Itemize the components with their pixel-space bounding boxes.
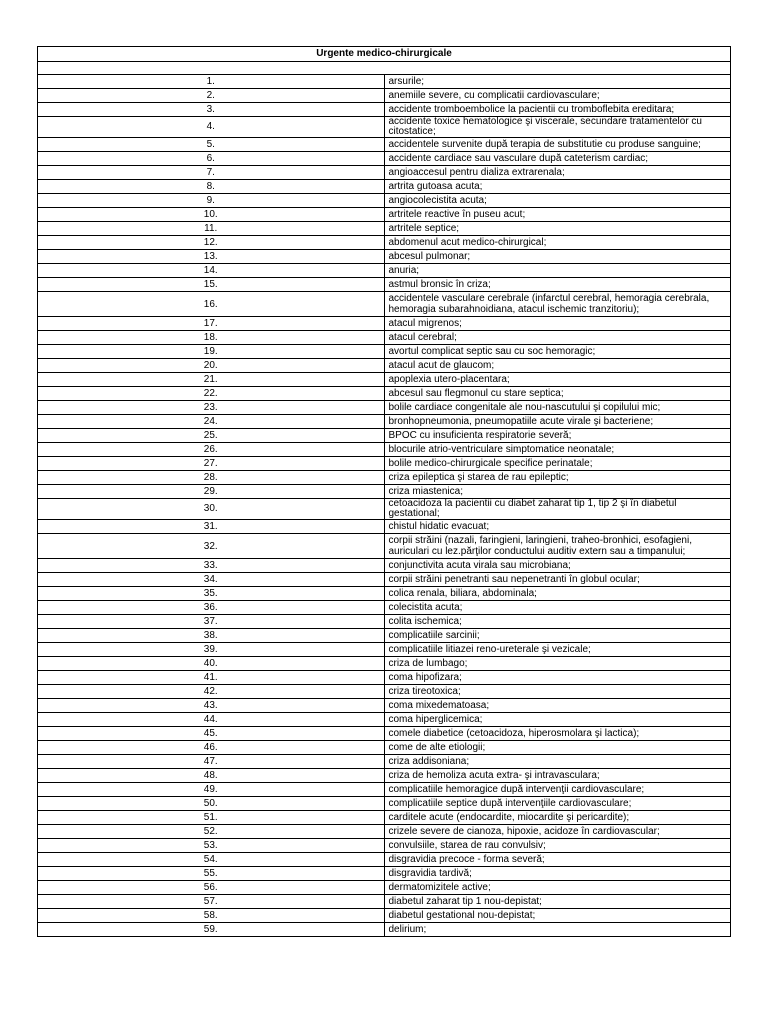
table-row (38, 194, 731, 208)
table-row (38, 485, 731, 499)
row-number: 7. (38, 166, 385, 180)
row-number: 8. (38, 180, 385, 194)
row-number: 3. (38, 103, 385, 117)
table-row (38, 839, 731, 853)
table-row (38, 373, 731, 387)
row-number: 58. (38, 909, 385, 923)
table-row (38, 457, 731, 471)
table-row (38, 657, 731, 671)
row-number: 55. (38, 867, 385, 881)
row-number: 50. (38, 797, 385, 811)
row-text: disgravidia precoce - forma severă; (384, 853, 731, 867)
table-row (38, 166, 731, 180)
row-number: 44. (38, 713, 385, 727)
row-text: artritele reactive în puseu acut; (384, 208, 731, 222)
row-text: abdomenul acut medico-chirurgical; (384, 236, 731, 250)
row-text: artrita gutoasa acuta; (384, 180, 731, 194)
row-number: 59. (38, 923, 385, 937)
row-text: cetoacidoza la pacientii cu diabet zaharat tip 1, tip 2 şi în diabetul gestational; (384, 499, 731, 520)
row-number: 14. (38, 264, 385, 278)
row-text: colita ischemica; (384, 615, 731, 629)
table-row (38, 152, 731, 166)
row-number: 15. (38, 278, 385, 292)
row-text: corpii străini penetranti sau nepenetranti în globul ocular; (384, 573, 731, 587)
row-text: artritele septice; (384, 222, 731, 236)
row-text: colecistita acuta; (384, 601, 731, 615)
table-row (38, 75, 731, 89)
row-number: 16. (38, 292, 385, 317)
row-number: 33. (38, 559, 385, 573)
row-text: accidente toxice hematologice şi viscerale, secundare tratamentelor cu citostatice; (384, 117, 731, 138)
row-text: diabetul zaharat tip 1 nou-depistat; (384, 895, 731, 909)
row-text: come de alte etiologii; (384, 741, 731, 755)
row-number: 39. (38, 643, 385, 657)
table-row (38, 909, 731, 923)
row-number: 9. (38, 194, 385, 208)
row-number: 38. (38, 629, 385, 643)
row-text: criza epileptica şi starea de rau epileptic; (384, 471, 731, 485)
table-row (38, 117, 731, 138)
row-number: 19. (38, 345, 385, 359)
row-text: carditele acute (endocardite, miocardite şi pericardite); (384, 811, 731, 825)
row-text: colica renala, biliara, abdominala; (384, 587, 731, 601)
row-number: 12. (38, 236, 385, 250)
row-number: 20. (38, 359, 385, 373)
row-text: arsurile; (384, 75, 731, 89)
table-row (38, 471, 731, 485)
table-row (38, 601, 731, 615)
row-text: comele diabetice (cetoacidoza, hiperosmolara şi lactica); (384, 727, 731, 741)
table-row (38, 923, 731, 937)
row-number: 6. (38, 152, 385, 166)
row-number: 56. (38, 881, 385, 895)
row-number: 29. (38, 485, 385, 499)
table-row (38, 769, 731, 783)
row-text: bolile cardiace congenitale ale nou-nascutului şi copilului mic; (384, 401, 731, 415)
row-text: accidente tromboembolice la pacientii cu tromboflebita ereditara; (384, 103, 731, 117)
row-text: criza de lumbago; (384, 657, 731, 671)
row-text: delirium; (384, 923, 731, 937)
row-text: accidentele survenite după terapia de substitutie cu produse sanguine; (384, 138, 731, 152)
table-row (38, 138, 731, 152)
table-row (38, 89, 731, 103)
table-row (38, 699, 731, 713)
row-text: atacul migrenos; (384, 317, 731, 331)
table-row (38, 443, 731, 457)
row-number: 17. (38, 317, 385, 331)
row-number: 36. (38, 601, 385, 615)
row-text: criza miastenica; (384, 485, 731, 499)
row-text: diabetul gestational nou-depistat; (384, 909, 731, 923)
table-row (38, 881, 731, 895)
row-number: 5. (38, 138, 385, 152)
row-text: atacul acut de glaucom; (384, 359, 731, 373)
table-row (38, 825, 731, 839)
row-number: 53. (38, 839, 385, 853)
table-row (38, 755, 731, 769)
table-row (38, 180, 731, 194)
table-row (38, 867, 731, 881)
table-row (38, 783, 731, 797)
row-number: 45. (38, 727, 385, 741)
table-row (38, 685, 731, 699)
row-number: 52. (38, 825, 385, 839)
table-row (38, 278, 731, 292)
row-text: dermatomizitele active; (384, 881, 731, 895)
table-row (38, 643, 731, 657)
table-row (38, 573, 731, 587)
table-row (38, 534, 731, 559)
row-number: 47. (38, 755, 385, 769)
row-text: complicatiile hemoragice după intervenţii cardiovasculare; (384, 783, 731, 797)
table-row (38, 671, 731, 685)
row-number: 13. (38, 250, 385, 264)
row-number: 10. (38, 208, 385, 222)
row-text: crizele severe de cianoza, hipoxie, acidoze în cardiovascular; (384, 825, 731, 839)
row-text: bolile medico-chirurgicale specifice perinatale; (384, 457, 731, 471)
row-text: convulsiile, starea de rau convulsiv; (384, 839, 731, 853)
table-row (38, 811, 731, 825)
table-row (38, 250, 731, 264)
row-text: corpii străini (nazali, faringieni, laringieni, traheo-bronhici, esofagieni, auriculari cu lez.părţilor conductului auditiv extern sau a timpanului; (384, 534, 731, 559)
table-row (38, 713, 731, 727)
row-number: 37. (38, 615, 385, 629)
row-text: criza tireotoxica; (384, 685, 731, 699)
table-row (38, 520, 731, 534)
table-row (38, 103, 731, 117)
row-number: 34. (38, 573, 385, 587)
row-text: complicatiile litiazei reno-ureterale şi vezicale; (384, 643, 731, 657)
row-number: 48. (38, 769, 385, 783)
row-text: abcesul pulmonar; (384, 250, 731, 264)
table-row (38, 222, 731, 236)
row-text: accidentele vasculare cerebrale (infarctul cerebral, hemoragia cerebrala, hemoragia subarahnoidiana, atacul ischemic tranzitoriu); (384, 292, 731, 317)
row-text: abcesul sau flegmonul cu stare septica; (384, 387, 731, 401)
row-number: 1. (38, 75, 385, 89)
row-text: avortul complicat septic sau cu soc hemoragic; (384, 345, 731, 359)
blank-row (38, 62, 731, 75)
row-number: 54. (38, 853, 385, 867)
row-number: 57. (38, 895, 385, 909)
table-row (38, 629, 731, 643)
table-row (38, 853, 731, 867)
row-number: 11. (38, 222, 385, 236)
row-number: 46. (38, 741, 385, 755)
table-row (38, 559, 731, 573)
table-row (38, 359, 731, 373)
row-number: 28. (38, 471, 385, 485)
table-row (38, 741, 731, 755)
row-text: anemiile severe, cu complicatii cardiovasculare; (384, 89, 731, 103)
table-row (38, 292, 731, 317)
row-number: 42. (38, 685, 385, 699)
row-number: 51. (38, 811, 385, 825)
row-text: complicatiile septice după intervenţiile cardiovasculare; (384, 797, 731, 811)
row-text: coma hipofizara; (384, 671, 731, 685)
table-row (38, 615, 731, 629)
table-row (38, 429, 731, 443)
row-number: 23. (38, 401, 385, 415)
title-row (38, 47, 731, 62)
row-number: 22. (38, 387, 385, 401)
table-row (38, 264, 731, 278)
row-text: bronhopneumonia, pneumopatiile acute virale şi bacteriene; (384, 415, 731, 429)
table-row (38, 317, 731, 331)
row-number: 2. (38, 89, 385, 103)
row-number: 4. (38, 117, 385, 138)
table-row (38, 415, 731, 429)
row-text: BPOC cu insuficienta respiratorie severă; (384, 429, 731, 443)
row-text: conjunctivita acuta virala sau microbiana; (384, 559, 731, 573)
row-text: anuria; (384, 264, 731, 278)
row-text: astmul bronsic în criza; (384, 278, 731, 292)
table-row (38, 401, 731, 415)
table-row (38, 387, 731, 401)
row-number: 21. (38, 373, 385, 387)
row-text: coma hiperglicemica; (384, 713, 731, 727)
row-text: criza addisoniana; (384, 755, 731, 769)
row-text: criza de hemoliza acuta extra- şi intravasculara; (384, 769, 731, 783)
row-text: chistul hidatic evacuat; (384, 520, 731, 534)
row-number: 18. (38, 331, 385, 345)
row-number: 25. (38, 429, 385, 443)
row-number: 27. (38, 457, 385, 471)
row-number: 40. (38, 657, 385, 671)
row-number: 24. (38, 415, 385, 429)
row-text: coma mixedematoasa; (384, 699, 731, 713)
table-title: Urgente medico-chirurgicale (38, 47, 731, 62)
row-number: 30. (38, 499, 385, 520)
row-text: blocurile atrio-ventriculare simptomatice neonatale; (384, 443, 731, 457)
row-text: complicatiile sarcinii; (384, 629, 731, 643)
row-text: angioaccesul pentru dializa extrarenala; (384, 166, 731, 180)
row-text: atacul cerebral; (384, 331, 731, 345)
blank-cell (38, 62, 731, 75)
row-number: 26. (38, 443, 385, 457)
row-text: angiocolecistita acuta; (384, 194, 731, 208)
table-row (38, 797, 731, 811)
table-row (38, 331, 731, 345)
row-number: 43. (38, 699, 385, 713)
row-number: 31. (38, 520, 385, 534)
row-number: 41. (38, 671, 385, 685)
urgencies-table (37, 46, 731, 937)
row-text: accidente cardiace sau vasculare după cateterism cardiac; (384, 152, 731, 166)
table-row (38, 727, 731, 741)
table-row (38, 345, 731, 359)
row-number: 49. (38, 783, 385, 797)
table-row (38, 587, 731, 601)
row-number: 35. (38, 587, 385, 601)
table-row (38, 499, 731, 520)
row-number: 32. (38, 534, 385, 559)
table-row (38, 895, 731, 909)
table-row (38, 208, 731, 222)
table-row (38, 236, 731, 250)
row-text: disgravidia tardivă; (384, 867, 731, 881)
row-text: apoplexia utero-placentara; (384, 373, 731, 387)
